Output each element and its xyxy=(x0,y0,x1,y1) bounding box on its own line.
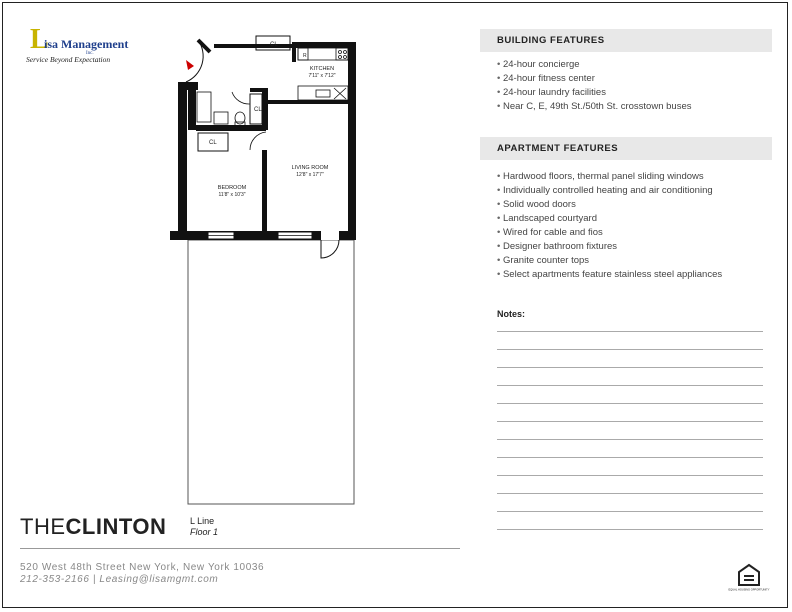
note-line xyxy=(497,493,763,494)
note-line xyxy=(497,457,763,458)
bedroom-label: BEDROOM xyxy=(217,185,247,191)
terrace-door xyxy=(321,231,339,258)
list-item: • 24-hour laundry facilities xyxy=(497,86,691,100)
note-line xyxy=(497,529,763,530)
floor-plan xyxy=(0,0,380,520)
bath-door xyxy=(232,92,250,104)
bathroom-fixtures xyxy=(197,92,245,126)
closet-label-top: CL xyxy=(270,42,278,48)
kitchen-dims: 7'11" x 7'12" xyxy=(308,73,336,79)
building-name xyxy=(20,514,166,540)
living-room-label: LIVING ROOM xyxy=(291,165,329,171)
note-line xyxy=(497,421,763,422)
bedroom-door xyxy=(250,132,266,150)
apartment-features-heading: APARTMENT FEATURES xyxy=(497,143,619,154)
note-line xyxy=(497,385,763,386)
logo-initial: L xyxy=(30,24,49,55)
closets xyxy=(198,36,290,151)
note-line xyxy=(497,475,763,476)
contact-info: 212-353-2166 | Leasing@lisamgmt.com xyxy=(20,574,219,585)
list-item: • Individually controlled heating and air conditioning xyxy=(497,184,722,198)
building-features-list xyxy=(497,58,691,114)
unit-floor: Floor 1 xyxy=(190,527,219,537)
apartment-features-header xyxy=(480,137,772,160)
kitchen-label: KITCHEN xyxy=(309,66,335,72)
list-item: • Designer bathroom fixtures xyxy=(497,240,722,254)
notes-label: Notes: xyxy=(497,309,526,319)
note-line xyxy=(497,511,763,512)
fridge-label: R xyxy=(303,53,307,59)
note-line xyxy=(497,349,763,350)
note-line xyxy=(497,403,763,404)
building-name-light: THE xyxy=(20,514,66,539)
list-item: • Landscaped courtyard xyxy=(497,212,722,226)
list-item: • 24-hour fitness center xyxy=(497,72,691,86)
building-features-header xyxy=(480,29,772,52)
logo-tagline: Service Beyond Expectation xyxy=(26,55,111,64)
unit-line: L Line xyxy=(190,516,215,526)
apartment-features-list xyxy=(497,170,722,282)
building-name-bold: CLINTON xyxy=(65,514,167,539)
list-item: • Granite counter tops xyxy=(497,254,722,268)
list-item: • Select apartments feature stainless steel appliances xyxy=(497,268,722,282)
list-item: • Near C, E, 49th St./50th St. crosstown buses xyxy=(497,100,691,114)
logo-name: isa Management xyxy=(44,37,129,51)
logo-inc: Inc. xyxy=(86,51,94,56)
divider xyxy=(20,548,460,549)
courtyard-outline xyxy=(188,240,354,504)
building-address: 520 West 48th Street New York, New York 10036 xyxy=(20,562,265,573)
entry-arrow xyxy=(186,60,194,70)
list-item: • Wired for cable and fios xyxy=(497,226,722,240)
list-item: • 24-hour concierge xyxy=(497,58,691,72)
note-line xyxy=(497,367,763,368)
list-item: • Hardwood floors, thermal panel sliding windows xyxy=(497,170,722,184)
closet-label-bedroom: CL xyxy=(209,140,217,146)
equal-housing-icon xyxy=(728,564,770,592)
building-features-heading: BUILDING FEATURES xyxy=(497,35,605,46)
living-room-dims: 12'8" x 17'7" xyxy=(296,172,324,178)
note-line xyxy=(497,331,763,332)
equal-housing-label: EQUAL HOUSING OPPORTUNITY xyxy=(728,588,770,592)
note-line xyxy=(497,439,763,440)
list-item: • Solid wood doors xyxy=(497,198,722,212)
entry-door xyxy=(186,40,210,82)
closet-label-bath: CL xyxy=(254,107,262,113)
bedroom-dims: 11'8" x 10'3" xyxy=(218,192,246,198)
